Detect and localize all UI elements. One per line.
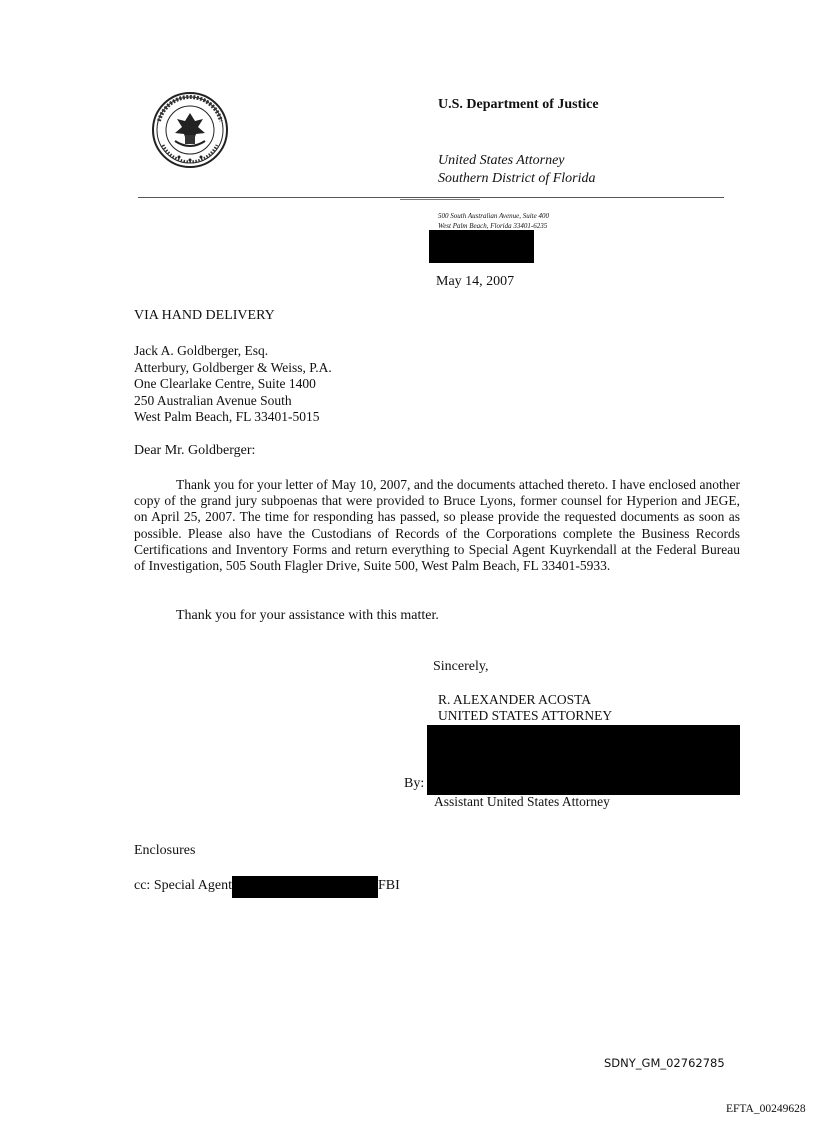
signer-title: UNITED STATES ATTORNEY [438,708,613,723]
recipient-address-2: 250 Australian Avenue South [134,392,292,408]
cc-line [134,876,400,900]
recipient-city: West Palm Beach, FL 33401-5015 [134,409,320,424]
body-paragraph-2: Thank you for your assistance with this matter. [176,608,439,623]
letterhead-divider-accent [400,199,480,200]
by-label: By: [404,776,425,791]
recipient-address-1: One Clearlake Centre, Suite 1400 [134,376,316,391]
signer-name: R. ALEXANDER ACOSTA [438,692,592,707]
recipient-name: Jack A. Goldberger, Esq. [134,343,269,358]
office-address [438,211,549,231]
letter-date: May 14, 2007 [436,274,515,289]
redaction-block-contact [429,230,534,263]
assistant-attorney-title: Assistant United States Attorney [434,794,610,809]
address-line-1: 500 South Australian Avenue, Suite 400 [438,212,549,220]
cc-suffix: FBI [377,878,400,893]
letterhead-divider [138,197,724,198]
bates-number: SDNY_GM_02762785 [604,1056,725,1070]
salutation: Dear Mr. Goldberger: [134,443,256,458]
efta-number: EFTA_00249628 [726,1103,806,1115]
enclosures-label: Enclosures [134,843,196,858]
office-line-1: United States Attorney [438,153,565,168]
body-paragraph-1: Thank you for your letter of May 10, 2007, and the documents attached thereto. I have enclosed another copy of the grand jury subpoenas that were provided to Bruce Lyons, former counsel for Hyperion and JEGE, on April 25, 2007. The time for responding has passed, so please provide the requested documents as soon as possible. Please also have the Custodians of Records of the Corporations complete the Business Records Certifications and Inventory Forms and return everything to Special Agent Kuyrkendall at the Federal Bureau of Investigation, 505 South Flagler Drive, Suite 500, West Palm Beach, FL 33401-5933. [134,477,740,574]
cc-prefix: cc: Special Agent [134,878,232,893]
redaction-block-cc [232,876,378,898]
recipient-address-block [134,343,332,426]
department-heading: U.S. Department of Justice [438,97,599,112]
doj-seal-emblem [151,91,229,169]
recipient-firm: Atterbury, Goldberger & Weiss, P.A. [134,359,332,375]
office-name [438,152,596,188]
redaction-block-signature [427,725,740,795]
office-line-2: Southern District of Florida [438,171,596,186]
address-line-2: West Palm Beach, Florida 33401-6235 [438,222,548,230]
closing: Sincerely, [433,659,489,674]
signature-block [438,692,612,724]
delivery-method: VIA HAND DELIVERY [134,308,275,323]
